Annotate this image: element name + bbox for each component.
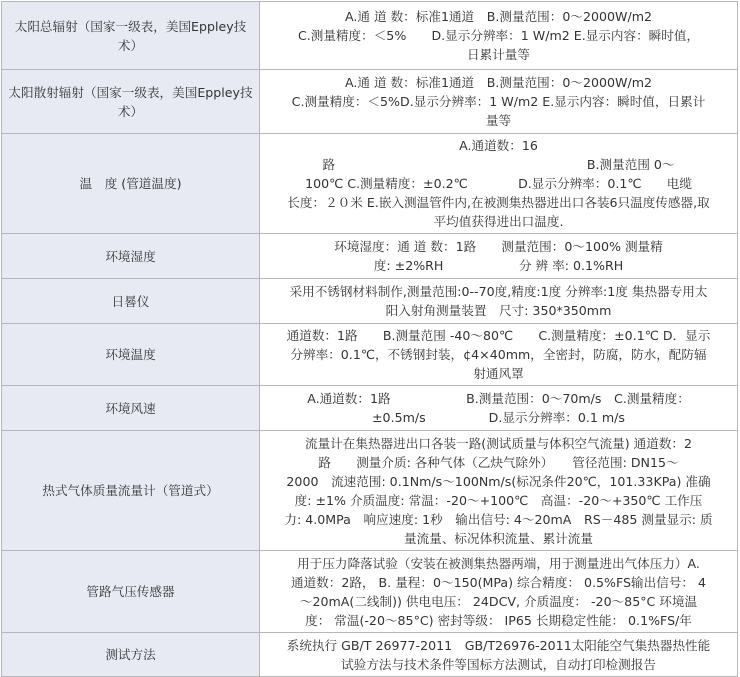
spec-row-total-radiation bbox=[2, 2, 738, 70]
spec-label: 测试方法 bbox=[2, 633, 260, 677]
spec-line: A.通 道 数：标准1通道 B.测量范围：0～2000W/m2 bbox=[344, 9, 652, 24]
spec-row-test-method bbox=[2, 633, 738, 677]
spec-line: C.测量精度：＜5% D.显示分辨率：1 W/m2 E.显示内容：瞬时值， bbox=[297, 28, 700, 43]
spec-line: C.测量精度：＜5%D.显示分辨率：1 W/m2 E.显示内容：瞬时值，日累计 bbox=[291, 94, 706, 109]
spec-line: 度: ±1% 介质温度: 常温：-20～+100℃ 高温：-20～+350℃ 工作压 bbox=[294, 492, 703, 508]
spec-row-wind-speed bbox=[2, 386, 738, 431]
spec-row-pipe-pressure-sensor bbox=[2, 551, 738, 633]
spec-line: 力: 4.0MPa 响应速度: 1秒 输出信号: 4～20mA RS－485 测量显示: 质 bbox=[284, 511, 713, 527]
spec-line: 阳入射角测量装置 尺寸: 350*350mm bbox=[385, 303, 612, 318]
spec-line: ～20mA(二线制)) 供电电压： 24DCV, 介质温度： -20～85°C 环境温 bbox=[299, 593, 698, 609]
spec-row-diffuse-radiation bbox=[2, 70, 738, 134]
spec-value bbox=[260, 134, 738, 234]
spec-label: 温 度 (管道温度) bbox=[2, 134, 260, 234]
spec-line: 通道数：2路， B. 量程：0～150(MPa) 综合精度： 0.5%FS输出信号： 4 bbox=[290, 574, 707, 590]
spec-line: 流量计在集热器进出口各装一路(测试质量与体积空气流量) 通道数：2 bbox=[304, 435, 693, 451]
spec-line: 路 测量介质: 各种气体（乙炔气除外） 管径范围: DN15～ bbox=[318, 454, 679, 470]
spec-line: A.通 道 数：标准1通道 B.测量范围：0～2000W/m2 bbox=[344, 75, 652, 90]
spec-value bbox=[260, 431, 738, 551]
spec-line: 平均值获得进出口温度. bbox=[433, 214, 564, 229]
spec-line: 射通风罩 bbox=[473, 366, 524, 381]
spec-line: A.通道数：1路 B.测量范围：0～70m/s C.测量精度： bbox=[307, 391, 690, 406]
spec-line: 分辨率：0.1℃，不锈钢封装，¢4×40mm，全密封，防腐，防水，配防辐 bbox=[290, 347, 707, 362]
spec-table bbox=[1, 1, 738, 677]
spec-line: 用于压力降落试验（安装在被测集热器两端，用于测量进出气体压力）A. bbox=[297, 555, 700, 571]
spec-line: 系统执行 GB/T 26977-2011 GB/T26976-2011太阳能空气集热器热性能 bbox=[286, 637, 711, 653]
spec-line: A.通道数：16 bbox=[459, 138, 538, 153]
spec-label: 太阳散射辐射（国家一级表，美国Eppley技术） bbox=[2, 70, 260, 134]
spec-row-ambient-humidity bbox=[2, 234, 738, 279]
spec-value bbox=[260, 633, 738, 677]
spec-label: 环境温度 bbox=[2, 324, 260, 386]
spec-line: 量流量、标况体积流量、累计流量 bbox=[404, 530, 593, 546]
spec-line: 100℃ C.测量精度：±0.2℃ D.显示分辨率：0.1℃ 电缆 bbox=[305, 176, 692, 191]
spec-line: 采用不锈钢材料制作,测量范围:0--70度,精度:1度 分辨率:1度 集热器专用太 bbox=[289, 284, 708, 299]
spec-value bbox=[260, 324, 738, 386]
spec-line: 环境湿度：通 道 数：1路 测量范围：0～100% 测量精 bbox=[334, 239, 663, 254]
spec-label: 热式气体质量流量计（管道式） bbox=[2, 431, 260, 551]
spec-line: 度： 常温(-20～85°C) 密封等级： IP65 长期稳定性能： 0.1%FS/年 bbox=[305, 612, 692, 628]
spec-line: ±0.5m/s D.显示分辨率：0.1 m/s bbox=[372, 410, 625, 425]
spec-value bbox=[260, 386, 738, 431]
spec-row-sundial bbox=[2, 279, 738, 324]
spec-row-ambient-temperature bbox=[2, 324, 738, 386]
spec-label: 环境湿度 bbox=[2, 234, 260, 279]
spec-line: 通道数：1路 B.测量范围 -40～80℃ C.测量精度：±0.1℃ D．显示 bbox=[286, 328, 711, 343]
spec-row-pipe-temperature bbox=[2, 134, 738, 234]
spec-value bbox=[260, 70, 738, 134]
spec-value bbox=[260, 234, 738, 279]
spec-line: 量等 bbox=[485, 113, 512, 128]
spec-value bbox=[260, 551, 738, 633]
spec-row-gas-flowmeter bbox=[2, 431, 738, 551]
spec-line: 度: ±2%RH 分 辨 率: 0.1%RH bbox=[373, 258, 624, 273]
spec-line: 2000 流速范围: 0.1Nm/s～100Nm/s(标况条件20℃，101.33KPa) 准确 bbox=[286, 473, 711, 489]
spec-value bbox=[260, 279, 738, 324]
spec-label: 管路气压传感器 bbox=[2, 551, 260, 633]
spec-line: 长度：２０米 E.嵌入测温管件内,在被测集热器进出口各装6只温度传感器,取 bbox=[287, 195, 710, 210]
spec-value bbox=[260, 2, 738, 70]
spec-line: 路 B.测量范围 0～ bbox=[322, 157, 675, 172]
spec-line: 试验方法与技术条件等国标方法测试，自动打印检测报告 bbox=[341, 656, 656, 672]
spec-line: 日累计量等 bbox=[467, 47, 530, 62]
spec-label: 环境风速 bbox=[2, 386, 260, 431]
spec-label: 太阳总辐射（国家一级表，美国Eppley技术） bbox=[2, 2, 260, 70]
spec-label: 日晷仪 bbox=[2, 279, 260, 324]
